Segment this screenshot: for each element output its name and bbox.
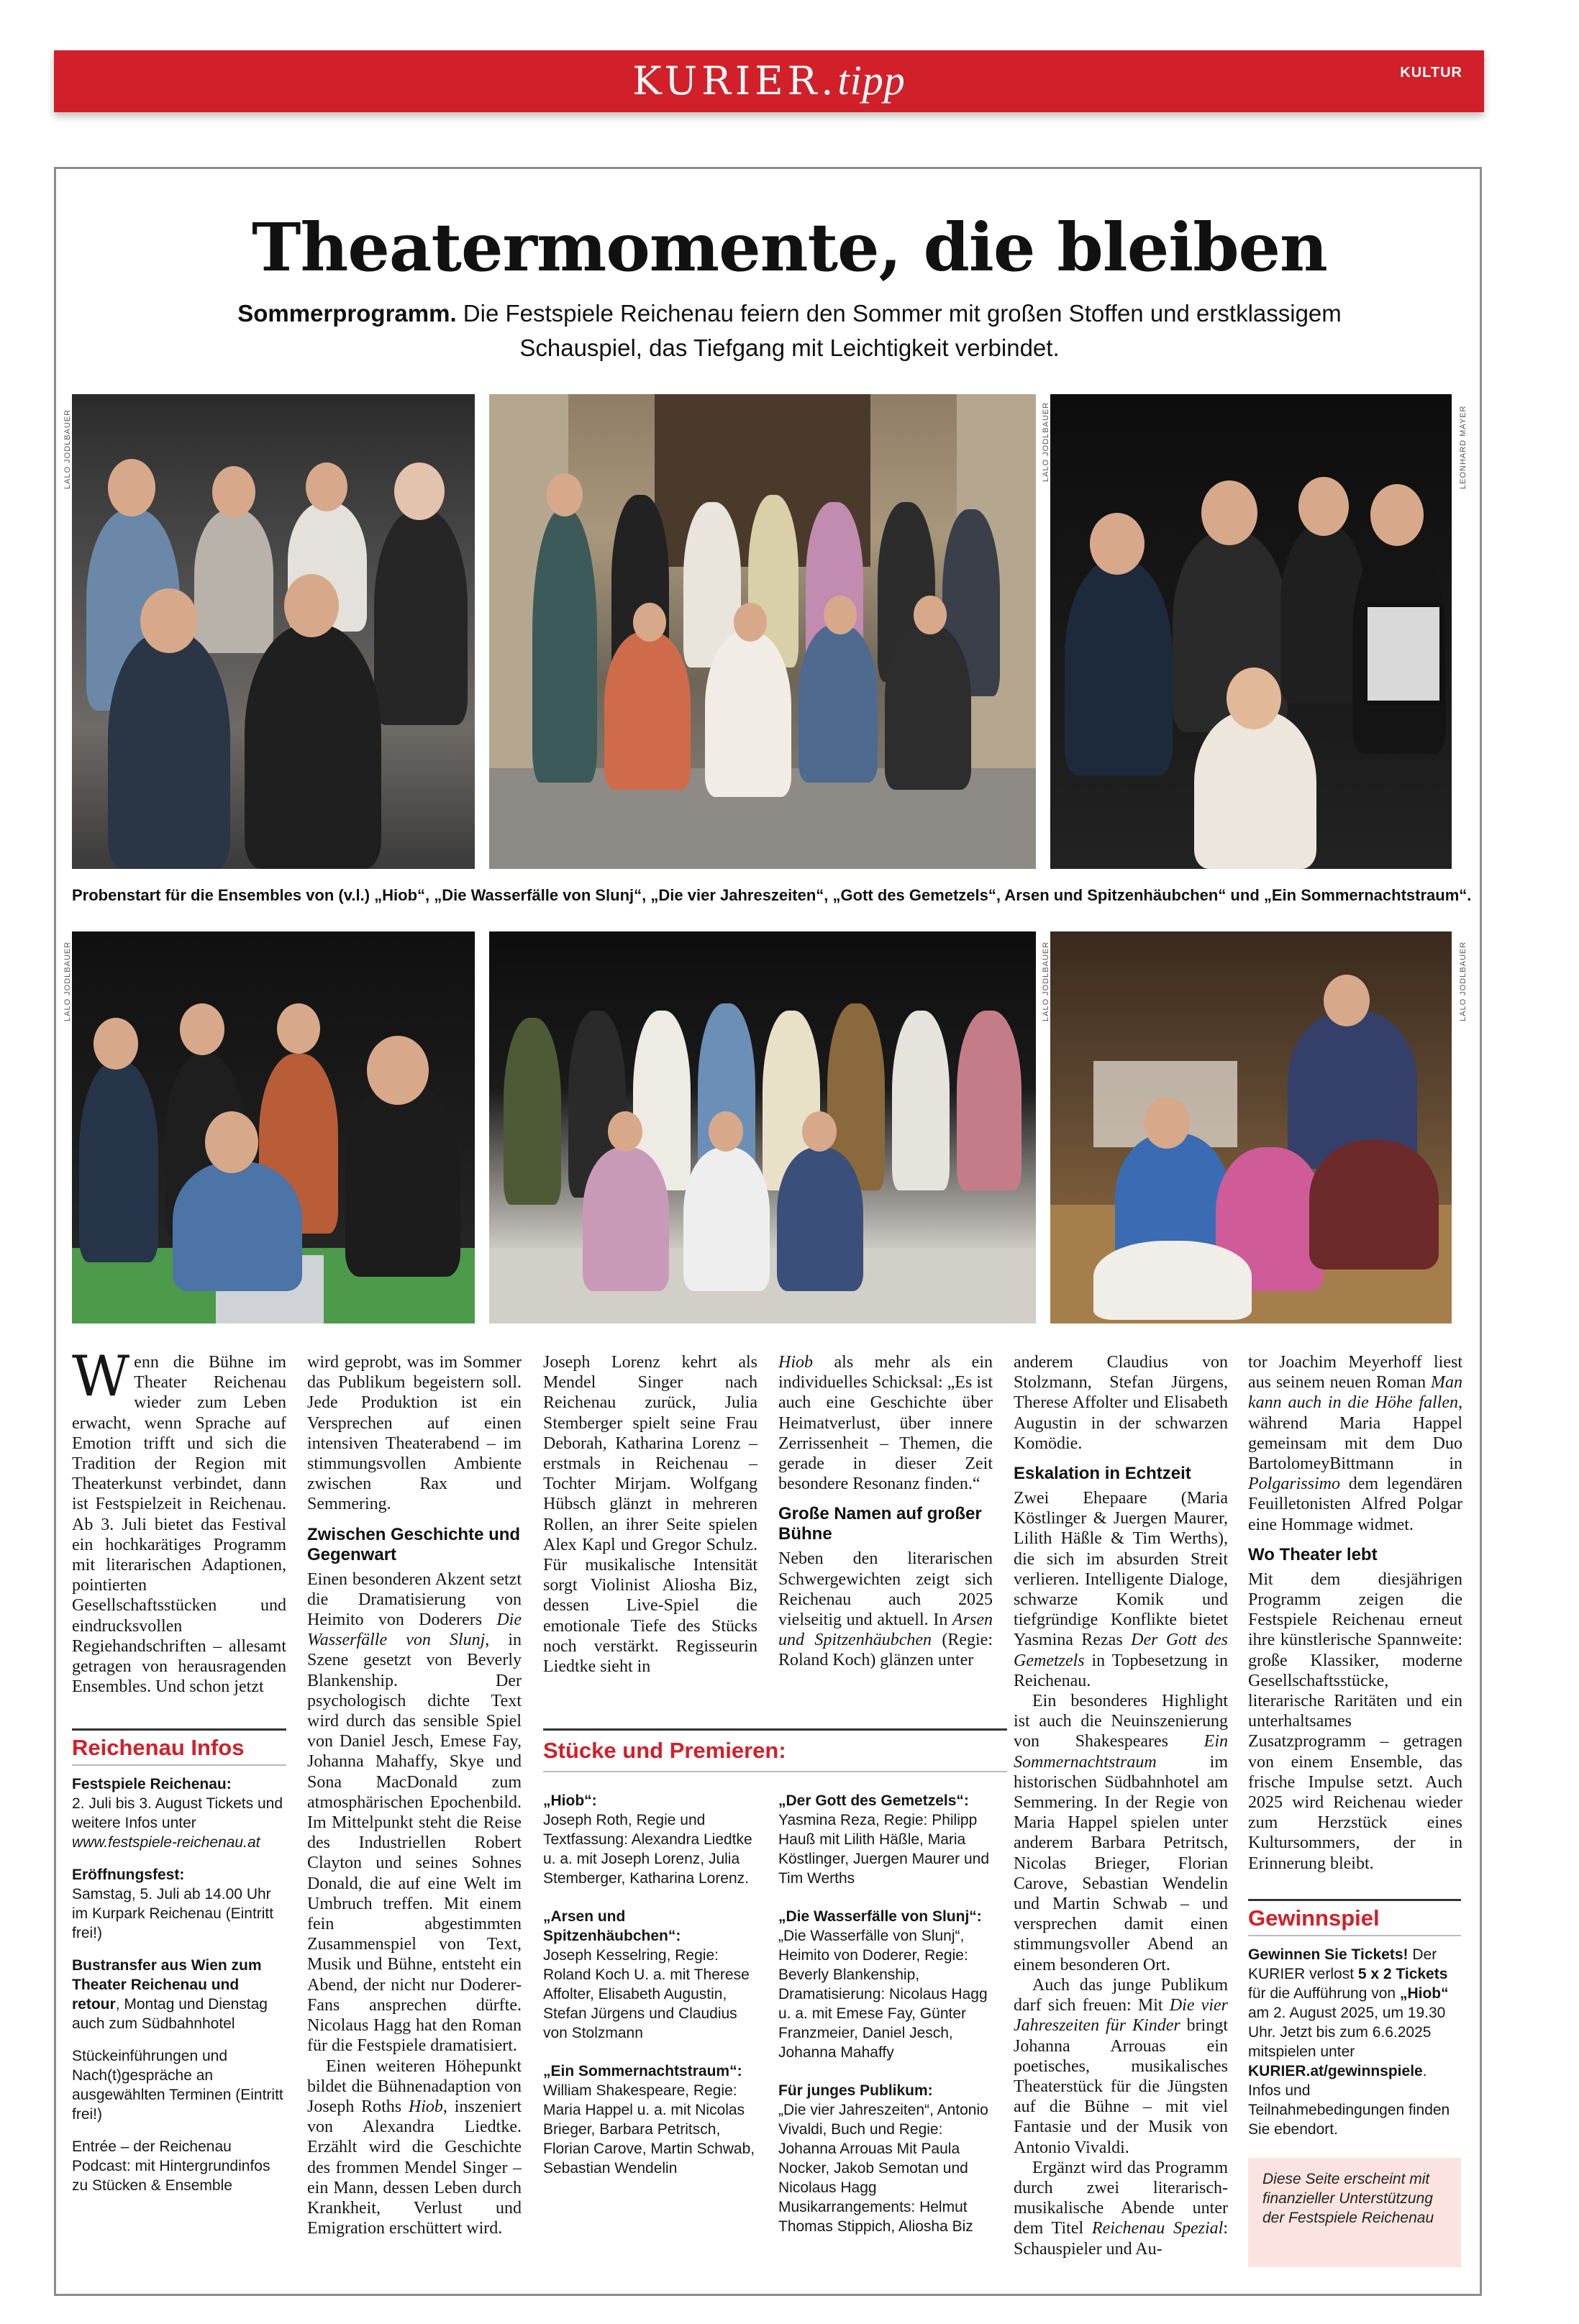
stuecke-right-column bbox=[778, 1791, 1001, 2255]
photo-credit: LALO JODLBAUER bbox=[1459, 941, 1467, 1021]
stueck-name: „Die Wasserfälle von Slunj“: bbox=[778, 1908, 982, 1925]
stueck-details: William Shakespeare, Regie: Maria Happel u. a. mit Nicolas Brieger, Barbara Petritsch, Florian Carove, Martin Schwab, Sebastian Wendelin bbox=[543, 2082, 755, 2177]
work-title: Die Wasserfälle von Slunj bbox=[307, 1610, 522, 1650]
subheading: Große Namen auf großer Bühne bbox=[778, 1504, 982, 1544]
paragraph-text: dem legendären Feuilletonisten Alfred Polgar eine Hommage widmet. bbox=[1248, 1475, 1462, 1534]
stueck-name: „Ein Sommernachtstraum“: bbox=[543, 2063, 742, 2079]
stueck-item bbox=[778, 1907, 1001, 2062]
stueck-details: „Die Wasserfälle von Slunj“, Heimito von Doderer, Regie: Beverly Blankenship, Dramatisierung: Nicolaus Hagg u. a. mit Emese Fay, Günter Franzmeier, Daniel Jesch, Johanna Mahaffy bbox=[778, 1928, 988, 2061]
photo-vier-jahreszeiten bbox=[1050, 394, 1452, 869]
fest-label: Festspiele Reichenau: bbox=[72, 1776, 232, 1792]
brand-logo bbox=[54, 56, 1484, 104]
paragraph-text: Einen weiteren Höhepunkt bildet die Bühnenadaption von Joseph Roths bbox=[307, 2056, 522, 2116]
infobox-title: Reichenau Infos bbox=[72, 1728, 286, 1766]
stueck-name: „Hiob“: bbox=[543, 1792, 597, 1809]
text-column-3 bbox=[543, 1352, 757, 1677]
paragraph-text: tor Joachim Meyerhoff liest aus seinem neuen Roman bbox=[1248, 1353, 1462, 1393]
intro-paragraph: enn die Bühne im Theater Reichenau wieder zum Leben erwacht, wenn Sprache auf Emotion trifft und sich die Tradition der Region mit Theaterkunst verbindet, dann ist Festspielzeit in Reichenau. Ab 3. Juli bietet das Festival ein hochkarätiges Programm mit literarischen Adaptionen, pointierten Gesellschaftsstücken und eindrucksvollen Regiehandschriften – allesamt getragen von herausragenden Ensembles. Und schon jetzt bbox=[72, 1353, 286, 1697]
text-column-4 bbox=[778, 1352, 993, 1671]
subheading: Wo Theater lebt bbox=[1248, 1544, 1378, 1564]
gewinnspiel-link[interactable]: KURIER.at/gewinnspiele bbox=[1248, 2063, 1423, 2079]
bus-text: , Montag und Dienstag auch zum Südbahnhotel bbox=[72, 1996, 268, 2032]
stueck-item bbox=[778, 1791, 1001, 1888]
photo-credit: LALO JODLBAUER bbox=[63, 941, 72, 1021]
deck bbox=[187, 296, 1392, 365]
festival-link[interactable]: www.festspiele-reichenau.at bbox=[72, 1834, 260, 1851]
paragraph-text: in Topbesetzung in Reichenau. bbox=[1014, 1651, 1228, 1690]
text-column-6 bbox=[1248, 1352, 1462, 1874]
stueck-name: „Der Gott des Gemetzels“: bbox=[778, 1792, 969, 1809]
masthead-bar bbox=[54, 50, 1484, 112]
work-title: Polgarissimo bbox=[1248, 1475, 1341, 1494]
paragraph: Joseph Lorenz kehrt als Mendel Singer nach Reichenau zurück, Julia Stemberger spielt seine Frau Deborah, Katharina Lorenz – erstmals in Reichenau – Tochter Mirjam. Wolfgang Hübsch glänzt in mehreren Rollen, an ihrer Seite spielen Alex Kapl und Gregor Schulz. Für musikalische Intensität sorgt Violinist Aliosha Biz, dessen Live-Spiel die emotionale Tiefe des Stücks noch verstärkt. Regisseurin Liedtke sieht in bbox=[543, 1353, 757, 1677]
subheading: Zwischen Geschichte und Gegenwart bbox=[307, 1524, 521, 1564]
work-title: Der Gott des Gemetzels bbox=[1014, 1631, 1229, 1670]
gewinnspiel-title: Gewinnspiel bbox=[1248, 1899, 1461, 1936]
podcast-text: Entrée – der Reichenau Podcast: mit Hintergrundinfos zu Stücken & Ensemble bbox=[72, 2138, 270, 2194]
show-name: „Hiob“ bbox=[1399, 1985, 1449, 2002]
work-title: Hiob bbox=[408, 2097, 443, 2116]
stueck-name: „Arsen und Spitzenhäubchen“: bbox=[543, 1908, 681, 1944]
brand-name: KURIER bbox=[632, 58, 822, 104]
photo-credit: LALO JODLBAUER bbox=[63, 409, 72, 489]
work-title: Arsen und Spitzenhäubchen bbox=[778, 1610, 993, 1650]
paragraph-text: Auch das junge Publikum darf sich freuen: Mit bbox=[1014, 1975, 1228, 2015]
text-column-2 bbox=[307, 1352, 522, 2238]
stuecke-left-column bbox=[543, 1791, 759, 2197]
gewinnspiel-text: am 2. August 2025, um 19.30 Uhr. Jetzt bis zum 6.6.2025 mitspielen unter bbox=[1248, 2005, 1446, 2060]
work-title: Reichenau Spezial bbox=[1091, 2219, 1224, 2238]
photo-credit: LEONHARD MAYER bbox=[1459, 405, 1467, 489]
work-title: Ein Sommernachtstraum bbox=[1014, 1732, 1228, 1772]
photo-credit: LALO JODLBAUER bbox=[1042, 401, 1050, 482]
section-label: KULTUR bbox=[1400, 65, 1462, 81]
photo-sommernachtstraum bbox=[1050, 931, 1452, 1323]
gewinnspiel-box bbox=[1248, 1899, 1461, 2139]
paragraph-text: , inszeniert von Alexandra Liedtke. Erzählt wird die Geschichte des frommen Mendel Singer – ein Mann, dessen Leben durch Krankheit, Verlust und Emigration erschüttert wird. bbox=[307, 2097, 522, 2238]
stuecke-title: Stücke und Premieren: bbox=[543, 1728, 1007, 1772]
stueck-details: Joseph Kesselring, Regie: Roland Koch U. a. mit Therese Affolter, Elisabeth Augustin, Stefan Jürgens und Claudius von Stolzmann bbox=[543, 1947, 750, 2041]
headline: Theatermomente, die bleiben bbox=[252, 209, 1327, 286]
work-title: Man kann auch in die Höhe fallen bbox=[1248, 1373, 1462, 1413]
paragraph-text: Zwei Ehepaare (Maria Köstlinger & Juergen Maurer, Lilith Häßle & Tim Werths), die sich im absurden Streit verlieren. Intelligente Dialoge, schwarze Komik und tiefgründige Konflikte bietet Yasmina Rezas bbox=[1014, 1489, 1228, 1650]
stueck-details: Joseph Roth, Regie und Textfassung: Alexandra Liedtke u. a. mit Joseph Lorenz, Julia Stemberger, Katharina Lorenz. bbox=[543, 1812, 752, 1887]
gewinnspiel-text: für die Aufführung von bbox=[1248, 1985, 1400, 2002]
stueck-item bbox=[543, 2061, 759, 2178]
paragraph-text: Ergänzt wird das Programm durch zwei literarisch-musikalische Abende unter dem Titel bbox=[1014, 2158, 1228, 2238]
bus-label: Bustransfer aus Wien zum Theater Reichenau und retour bbox=[72, 1957, 262, 2013]
deck-lead: Sommerprogramm. bbox=[237, 300, 457, 327]
paragraph: anderem Claudius von Stolzmann, Stefan Jürgens, Therese Affolter und Elisabeth Augustin in der schwarzen Komödie. bbox=[1014, 1353, 1228, 1453]
work-title: Die vier Jahreszeiten für Kinder bbox=[1014, 1996, 1228, 2036]
subheading: Eskalation in Echtzeit bbox=[1014, 1464, 1191, 1484]
photo-hiob-ensemble bbox=[72, 394, 475, 869]
paragraph-text: im historischen Südbahnhotel am Semmering. In der Regie von Maria Happel spielen unter anderem Barbara Petritsch, Nicolas Brieger, Florian Carove, Sebastian Wendelin und Martin Schwab – und versprechen damit einen stimmungsvoller Abend an einem besonderen Ort. bbox=[1014, 1752, 1228, 1974]
photo-ensemble-steps bbox=[489, 394, 1036, 869]
photo-wasserfaelle-ensemble bbox=[489, 931, 1036, 1323]
paragraph: wird geprobt, was im Sommer das Publikum begeistern soll. Jede Produktion ist ein Versprechen auf einen intensiven Theaterabend – im stimmungsvollen Ambiente zwischen Rax und Semmering. bbox=[307, 1353, 522, 1514]
paragraph-text: , in Szene gesetzt von Beverly Blankenship. Der psychologisch dichte Text wird durch das sensible Spiel von Daniel Jesch, Emese Fay, Johanna Mahaffy, Skye und Sona MacDonald zum atmosphärischen Epochenbild. Im Mittelpunkt steht die Reise des Industriellen Robert Clayton und seines Sohnes Donald, die auf eine Welt im Umbruch treffen. Mit einem fein abgestimmten Zusammenspiel von Text, Musik und Bühne, entsteht ein Abend, der nicht nur Doderer-Fans ansprechen dürfte. Nicolaus Hagg hat den Roman für die Festspiele dramatisiert. bbox=[307, 1631, 522, 2056]
drop-cap: W bbox=[72, 1344, 130, 1409]
stueck-item bbox=[543, 1791, 759, 1888]
ticket-count: 5 x 2 Tickets bbox=[1357, 1966, 1448, 1982]
gewinnspiel-text: . Infos und Teilnahmebedingungen finden Sie ebendort. bbox=[1248, 2063, 1450, 2138]
gewinnspiel-lead: Gewinnen Sie Tickets! bbox=[1248, 1946, 1409, 1963]
intro-talks-text: Stückeinführungen und Nach(t)gespräche an ausgewählten Terminen (Eintritt frei!) bbox=[72, 2048, 283, 2123]
photo-credit: LALO JODLBAUER bbox=[1042, 941, 1050, 1021]
paragraph-text: als mehr als ein individuelles Schicksal: „Es ist auch eine Geschichte über Heimatverlust, über innere Zerrissenheit – Themen, die gerade in dieser Zeit besondere Resonanz finden.“ bbox=[778, 1353, 993, 1494]
text-column-1 bbox=[72, 1344, 286, 1697]
opening-text: Samstag, 5. Juli ab 14.00 Uhr im Kurpark Reichenau (Eintritt frei!) bbox=[72, 1886, 274, 1941]
paragraph-text: : Schauspieler und Au- bbox=[1014, 2219, 1228, 2259]
stueck-item bbox=[543, 1907, 759, 2043]
stueck-details: Yasmina Reza, Regie: Philipp Hauß mit Lilith Häßle, Maria Köstlinger, Juergen Maurer und Tim Werths bbox=[778, 1812, 990, 1887]
paragraph-text: Ein besonderes Highlight ist auch die Neuinszenierung von Shakespeares bbox=[1014, 1692, 1228, 1751]
text-column-5 bbox=[1014, 1352, 1228, 2259]
paragraph-text: bringt Johanna Arrouas ein poetisches, musikalisches Theaterstück für die Jüngsten auf die Bühne – mit viel Fantasie und der Musik von Antonio Vivaldi. bbox=[1014, 2016, 1229, 2157]
opening-label: Eröffnungsfest: bbox=[72, 1867, 185, 1883]
sponsor-note: Diese Seite erscheint mit finanzieller Unterstützung der Festspiele Reichenau bbox=[1248, 2158, 1461, 2267]
photo-caption: Probenstart für die Ensembles von (v.l.) „Hiob“, „Die Wasserfälle von Slunj“, „Die vier Jahreszeiten“, „Gott des Gemetzels“, Arsen und Spitzenhäubchen“ und „Ein Sommernachtstraum“. bbox=[72, 886, 1472, 904]
stueck-details: „Die vier Jahreszeiten“, Antonio Vivaldi, Buch und Regie: Johanna Arrouas Mit Paula Nocker, Jakob Semotan und Nicolaus Hagg Musikarrangements: Helmut Thomas Stippich, Aliosha Biz bbox=[778, 2102, 988, 2235]
stueck-item bbox=[778, 2081, 1001, 2236]
stueck-name: Für junges Publikum: bbox=[778, 2082, 933, 2099]
brand-suffix: tipp bbox=[837, 57, 906, 104]
paragraph-text: Neben den literarischen Schwergewichten zeigt sich Reichenau auch 2025 vielseitig und aktuell. In bbox=[778, 1549, 993, 1630]
reichenau-infos-box bbox=[72, 1728, 286, 2208]
gewinnspiel-text: Der KURIER verlost bbox=[1248, 1946, 1437, 1982]
deck-text: Die Festspiele Reichenau feiern den Sommer mit großen Stoffen und erstklassigem Schauspiel, das Tiefgang mit Leichtigkeit verbindet. bbox=[456, 300, 1342, 361]
photo-gott-des-gemetzels bbox=[72, 931, 475, 1323]
paragraph-text: , während Maria Happel gemeinsam mit dem Duo BartolomeyBittmann in bbox=[1248, 1393, 1462, 1474]
brand-dot: . bbox=[821, 58, 838, 104]
paragraph-text: Einen besonderen Akzent setzt die Dramatisierung von Heimito von Doderers bbox=[307, 1569, 522, 1630]
paragraph: Mit dem diesjährigen Programm zeigen die Festspiele Reichenau erneut ihre künstlerische Spannweite: große Klassiker, moderne Gesellschaftsstücke, literarische Raritäten und ein unterhaltsames Zusatzprogramm – getragen von einem Ensemble, das frische Impulse setzt. Auch 2025 wird Reichenau wieder zum Herzstück eines Kultursommers, der in Erinnerung bleibt. bbox=[1248, 1569, 1462, 1873]
fest-text: 2. Juli bis 3. August Tickets und weitere Infos unter bbox=[72, 1795, 283, 1831]
work-title: Hiob bbox=[778, 1353, 813, 1372]
paragraph-text: (Regie: Roland Koch) glänzen unter bbox=[778, 1631, 993, 1670]
